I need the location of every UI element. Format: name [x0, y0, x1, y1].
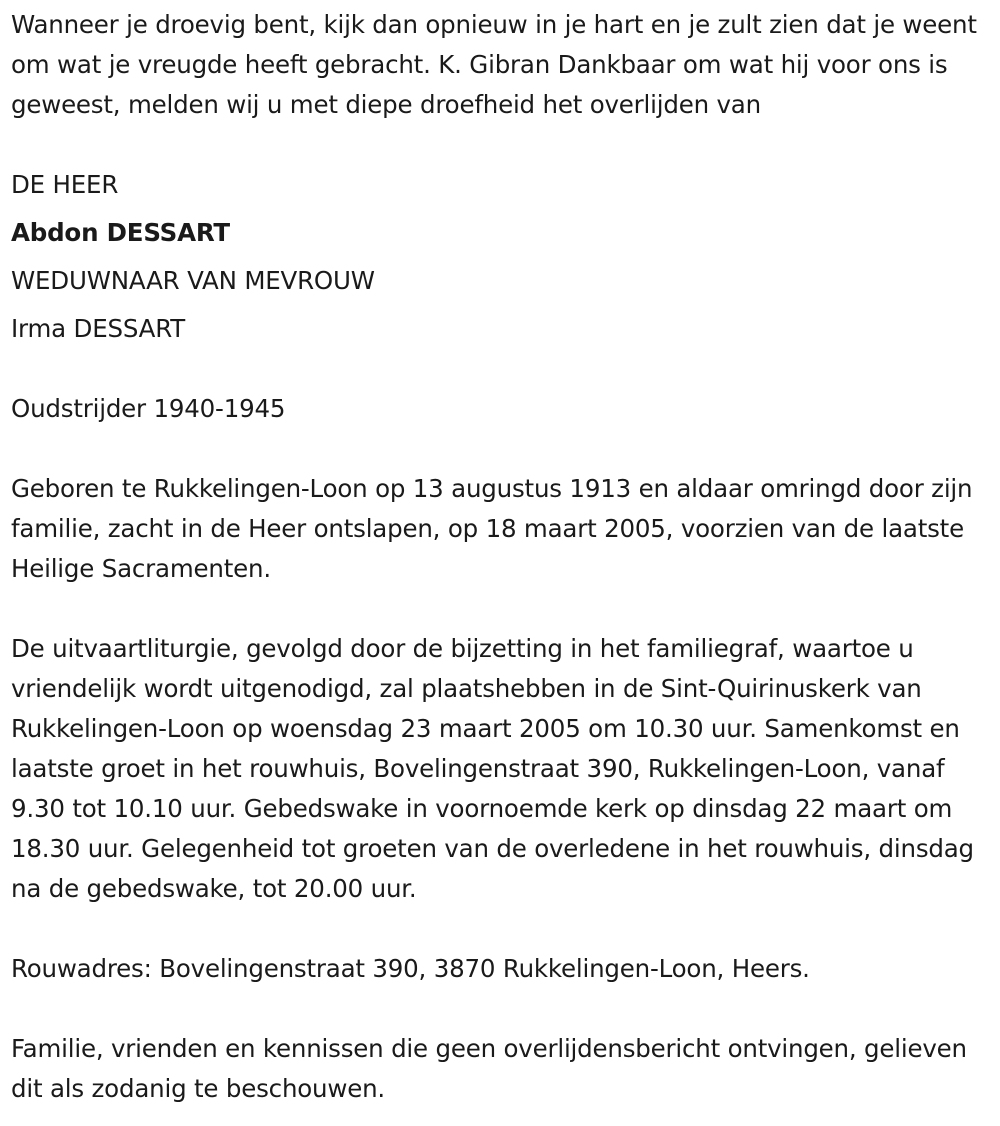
birth-death-paragraph: Geboren te Rukkelingen-Loon op 13 augustus 1913 en aldaar omringd door zijn familie, zacht in de Heer ontslapen, op 18 maart 2005, voorzien van de laatste Heilige Sacramenten.	[11, 474, 973, 583]
death-notice	[11, 5, 991, 1109]
spouse-name: Irma DESSART	[11, 314, 186, 343]
honorific-title: DE HEER	[11, 170, 119, 199]
relation-line: WEDUWNAAR VAN MEVROUW	[11, 266, 375, 295]
funeral-paragraph: De uitvaartliturgie, gevolgd door de bijzetting in het familiegraf, waartoe u vriendelijk wordt uitgenodigd, zal plaatshebben in de Sint-Quirinuskerk van Rukkelingen-Loon op woensdag 23 maart 2005 om 10.30 uur. Samenkomst en laatste groet in het rouwhuis, Bovelingenstraat 390, Rukkelingen-Loon, vanaf 9.30 tot 10.10 uur. Gebedswake in voornoemde kerk op dinsdag 22 maart om 18.30 uur. Gelegenheid tot groeten van de overledene in het rouwhuis, dinsdag na de gebedswake, tot 20.00 uur.	[11, 634, 974, 903]
spacer	[11, 125, 991, 165]
name-block	[11, 165, 991, 349]
spacer	[11, 429, 991, 469]
veteran-line: Oudstrijder 1940-1945	[11, 394, 286, 423]
intro-quote: Wanneer je droevig bent, kijk dan opnieuw in je hart en je zult zien dat je weent om wat je vreugde heeft gebracht. K. Gibran Dankbaar om wat hij voor ons is geweest, melden wij u met diepe droefheid het overlijden van	[11, 10, 977, 119]
mourning-address: Rouwadres: Bovelingenstraat 390, 3870 Rukkelingen-Loon, Heers.	[11, 954, 810, 983]
spacer	[11, 909, 991, 949]
spacer	[11, 349, 991, 389]
closing-paragraph: Familie, vrienden en kennissen die geen overlijdensbericht ontvingen, gelieven dit als zodanig te beschouwen.	[11, 1034, 967, 1103]
spacer	[11, 989, 991, 1029]
deceased-name: Abdon DESSART	[11, 218, 230, 247]
spacer	[11, 589, 991, 629]
